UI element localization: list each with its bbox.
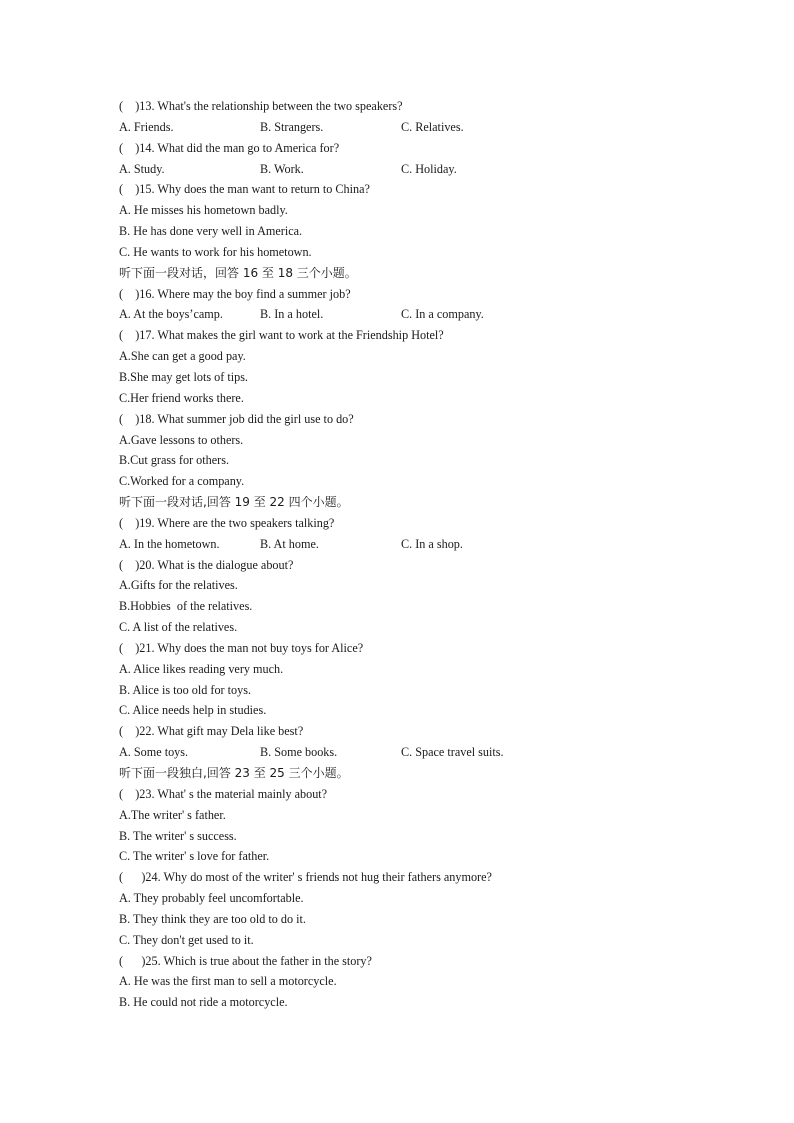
question-stem: ( )25. Which is true about the father in the story? <box>119 953 372 968</box>
option-b: B. In a hotel. <box>260 307 324 322</box>
option-a: A.She can get a good pay. <box>119 349 246 364</box>
option-a: A. In the hometown. <box>119 536 220 551</box>
question-20-option-b <box>119 596 719 617</box>
question-25 <box>119 951 719 972</box>
question-21-option-a <box>119 659 719 680</box>
section-heading-text: 听下面一段独白,回答 23 至 25 三个小题。 <box>119 766 349 780</box>
question-19 <box>119 513 719 534</box>
option-b: B. Some books. <box>260 745 338 760</box>
section-heading-23-25 <box>119 763 719 784</box>
option-c: C. Holiday. <box>401 161 457 176</box>
question-14 <box>119 138 719 159</box>
option-a: A. Friends. <box>119 119 174 134</box>
option-b: B.Cut grass for others. <box>119 453 230 468</box>
question-stem: ( )13. What's the relationship between the two speakers? <box>119 99 403 113</box>
question-stem: ( )17. What makes the girl want to work at the Friendship Hotel? <box>119 328 444 343</box>
option-a: A. Some toys. <box>119 745 189 760</box>
question-14-options <box>119 159 719 180</box>
option-a: A.Gave lessons to others. <box>119 432 244 447</box>
question-21-option-c <box>119 700 719 721</box>
question-21-option-b <box>119 680 719 701</box>
question-stem: ( )22. What gift may Dela like best? <box>119 724 304 739</box>
option-c: C. He wants to work for his hometown. <box>119 244 312 259</box>
option-b: B. Work. <box>260 161 304 176</box>
question-22-options <box>119 742 719 763</box>
question-stem: ( )19. Where are the two speakers talking? <box>119 515 335 530</box>
option-c: C. A list of the relatives. <box>119 620 238 635</box>
option-c: C. The writer' s love for father. <box>119 849 270 864</box>
option-b: B. He could not ride a motorcycle. <box>119 995 288 1010</box>
question-stem: ( )23. What' s the material mainly about? <box>119 786 328 801</box>
question-20 <box>119 555 719 576</box>
section-heading-text: 听下面一段对话,回答 19 至 22 四个小题。 <box>119 495 349 510</box>
option-a: A.The writer' s father. <box>119 807 226 822</box>
question-stem: ( )16. Where may the boy find a summer job? <box>119 286 351 301</box>
option-c: C.Her friend works there. <box>119 390 244 405</box>
question-20-option-a <box>119 575 719 596</box>
option-b: B.Hobbies of the relatives. <box>119 599 253 614</box>
question-17 <box>119 325 719 346</box>
section-heading-19-22 <box>119 492 719 513</box>
question-13 <box>119 96 719 117</box>
option-c: C. In a company. <box>401 307 484 322</box>
option-c: C. Alice needs help in studies. <box>119 703 267 718</box>
option-a: A. They probably feel uncomfortable. <box>119 891 304 906</box>
option-c: C. Space travel suits. <box>401 745 504 760</box>
option-b: B. Alice is too old for toys. <box>119 682 252 697</box>
question-25-option-a <box>119 971 719 992</box>
question-18 <box>119 409 719 430</box>
question-13-options <box>119 117 719 138</box>
question-15-option-c <box>119 242 719 263</box>
section-heading-text: 听下面一段对话，回答 16 至 18 三个小题。 <box>119 265 357 280</box>
option-a: A. He misses his hometown badly. <box>119 203 288 218</box>
question-24 <box>119 867 719 888</box>
question-stem: ( )21. Why does the man not buy toys for Alice? <box>119 640 364 655</box>
option-a: A. Alice likes reading very much. <box>119 661 284 676</box>
question-24-option-a <box>119 888 719 909</box>
option-a: A.Gifts for the relatives. <box>119 578 238 593</box>
question-17-option-c <box>119 388 719 409</box>
option-a: A. He was the first man to sell a motorcycle. <box>119 974 337 989</box>
option-b: B. The writer' s success. <box>119 828 237 843</box>
question-18-option-a <box>119 430 719 451</box>
question-18-option-b <box>119 450 719 471</box>
option-c: C. Relatives. <box>401 119 464 134</box>
question-stem: ( )24. Why do most of the writer' s friends not hug their fathers anymore? <box>119 870 492 885</box>
question-15 <box>119 179 719 200</box>
question-stem: ( )14. What did the man go to America for? <box>119 140 340 155</box>
question-15-option-a <box>119 200 719 221</box>
option-b: B. Strangers. <box>260 119 324 134</box>
question-23 <box>119 784 719 805</box>
option-c: C. In a shop. <box>401 536 463 551</box>
question-17-option-b <box>119 367 719 388</box>
question-15-option-b <box>119 221 719 242</box>
question-23-option-b <box>119 826 719 847</box>
question-stem: ( )18. What summer job did the girl use to do? <box>119 411 354 426</box>
option-b: B. They think they are too old to do it. <box>119 911 306 926</box>
question-24-option-c <box>119 930 719 951</box>
listening-questions <box>119 96 719 1013</box>
question-22 <box>119 721 719 742</box>
option-b: B. At home. <box>260 536 319 551</box>
option-c: C.Worked for a company. <box>119 474 245 489</box>
option-a: A. Study. <box>119 161 165 176</box>
section-heading-16-18 <box>119 263 719 284</box>
option-b: B.She may get lots of tips. <box>119 369 248 384</box>
option-a: A. At the boys’camp. <box>119 307 223 322</box>
question-16 <box>119 284 719 305</box>
question-16-options <box>119 304 719 325</box>
question-25-option-b <box>119 992 719 1013</box>
question-stem: ( )15. Why does the man want to return to China? <box>119 182 370 197</box>
option-c: C. They don't get used to it. <box>119 932 254 947</box>
question-18-option-c <box>119 471 719 492</box>
question-23-option-a <box>119 805 719 826</box>
question-stem: ( )20. What is the dialogue about? <box>119 557 294 572</box>
question-20-option-c <box>119 617 719 638</box>
option-b: B. He has done very well in America. <box>119 224 303 239</box>
question-17-option-a <box>119 346 719 367</box>
question-23-option-c <box>119 846 719 867</box>
question-21 <box>119 638 719 659</box>
question-24-option-b <box>119 909 719 930</box>
question-19-options <box>119 534 719 555</box>
